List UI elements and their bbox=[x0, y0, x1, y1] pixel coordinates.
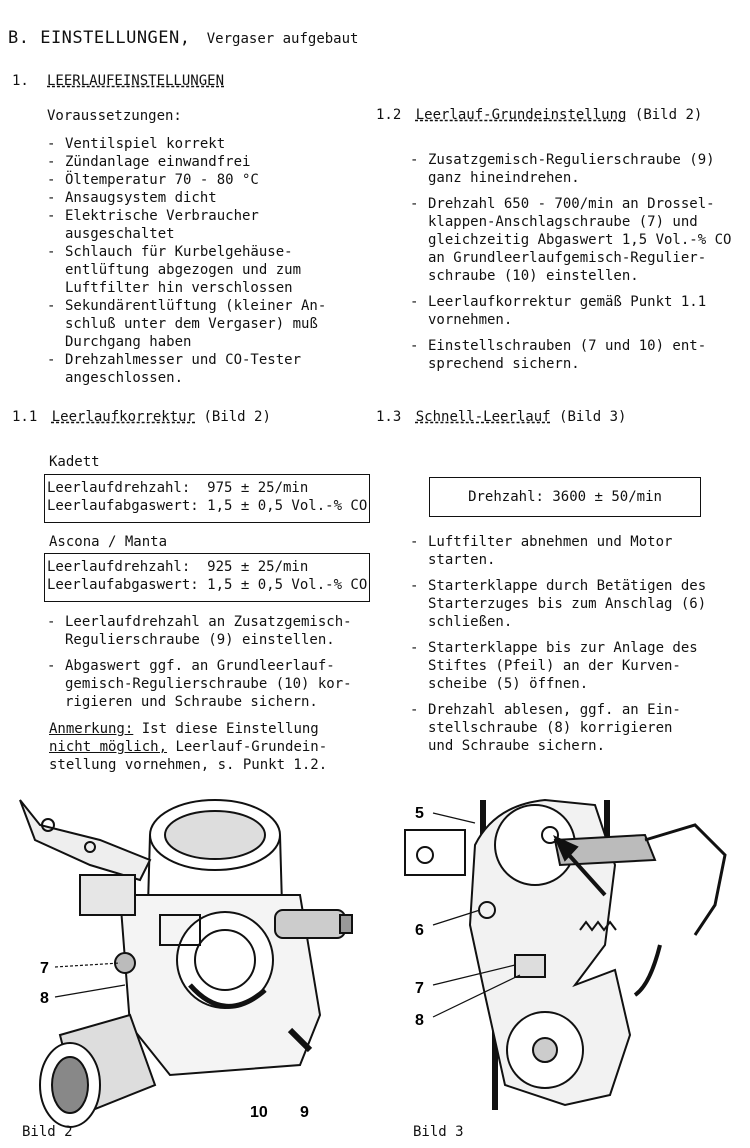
section-heading-main: B. EINSTELLUNGEN, bbox=[8, 28, 191, 48]
note-label: Anmerkung: bbox=[49, 721, 134, 737]
list-item: - Abgaswert ggf. an Grundleerlauf- gemisch-Regulierschraube (10) kor- rigieren und Schraube sichern. bbox=[47, 657, 352, 711]
section-heading bbox=[8, 28, 358, 48]
fig3-label-7: 7 bbox=[415, 980, 424, 997]
section-1-1-ref: (Bild 2) bbox=[203, 409, 271, 425]
section-1-1-number: 1.1 bbox=[12, 409, 38, 425]
section-1-1-steps bbox=[47, 613, 352, 719]
list-item: - Einstellschrauben (7 und 10) ent- sprechend sichern. bbox=[410, 337, 731, 373]
note-line3: stellung vornehmen, s. Punkt 1.2. bbox=[49, 757, 328, 773]
list-item: - Zündanlage einwandfrei bbox=[47, 153, 326, 171]
kadett-idle-speed: Leerlaufdrehzahl: 975 ± 25/min bbox=[47, 480, 309, 496]
note-line2-underlined: nicht möglich, bbox=[49, 739, 168, 755]
section-1-title: LEERLAUFEINSTELLUNGEN bbox=[47, 73, 225, 89]
kadett-exhaust-value: Leerlaufabgaswert: 1,5 ± 0,5 Vol.-% CO bbox=[47, 498, 368, 514]
figure-2-caption: Bild 2 bbox=[22, 1124, 73, 1140]
fig3-label-5: 5 bbox=[415, 805, 424, 822]
list-item: - Sekundärentlüftung (kleiner An- schluß unter dem Vergaser) muß Durchgang haben bbox=[47, 297, 326, 351]
section-1-1-title: Leerlaufkorrektur bbox=[51, 409, 196, 425]
section-1-2-title: Leerlauf-Grundeinstellung bbox=[415, 107, 627, 123]
list-item: - Leerlaufkorrektur gemäß Punkt 1.1 vornehmen. bbox=[410, 293, 731, 329]
fast-idle-speed-text: Drehzahl: 3600 ± 50/min bbox=[468, 489, 662, 505]
list-item: - Starterklappe bis zur Anlage des Stiftes (Pfeil) an der Kurven- scheibe (5) öffnen. bbox=[410, 639, 706, 693]
kadett-values-box bbox=[44, 474, 370, 523]
fig3-label-6: 6 bbox=[415, 922, 424, 939]
note-text: Ist diese Einstellung bbox=[133, 721, 319, 737]
section-1-1-heading bbox=[12, 409, 271, 425]
ascona-idle-speed: Leerlaufdrehzahl: 925 ± 25/min bbox=[47, 559, 309, 575]
kadett-label: Kadett bbox=[49, 454, 100, 470]
ascona-manta-label: Ascona / Manta bbox=[49, 534, 168, 550]
section-1-2-heading bbox=[376, 107, 702, 123]
fig3-label-8: 8 bbox=[415, 1012, 424, 1029]
list-item: - Drehzahlmesser und CO-Tester angeschlossen. bbox=[47, 351, 326, 387]
prerequisites-label: Voraussetzungen: bbox=[47, 108, 182, 124]
note-block bbox=[49, 720, 327, 774]
list-item: - Ansaugsystem dicht bbox=[47, 189, 326, 207]
list-item: - Leerlaufdrehzahl an Zusatzgemisch- Regulierschraube (9) einstellen. bbox=[47, 613, 352, 649]
list-item: - Elektrische Verbraucher ausgeschaltet bbox=[47, 207, 326, 243]
list-item: - Schlauch für Kurbelgehäuse- entlüftung abgezogen und zum Luftfilter hin verschlossen bbox=[47, 243, 326, 297]
list-item: - Drehzahl ablesen, ggf. an Ein- stellschraube (8) korrigieren und Schraube sichern. bbox=[410, 701, 706, 755]
list-item: - Drehzahl 650 - 700/min an Drossel- klappen-Anschlagschraube (7) und gleichzeitig Abgaswert 1,5 Vol.-% CO an Grundleerlaufgemisch-Regulier- schraube (10) einstellen. bbox=[410, 195, 731, 285]
prerequisites-list bbox=[47, 135, 326, 387]
list-item: - Zusatzgemisch-Regulierschraube (9) ganz hineindrehen. bbox=[410, 151, 731, 187]
section-1-2-steps bbox=[410, 151, 731, 381]
list-item: - Starterklappe durch Betätigen des Starterzuges bis zum Anschlag (6) schließen. bbox=[410, 577, 706, 631]
figure-3-caption: Bild 3 bbox=[413, 1124, 464, 1140]
choke-mechanism-illustration bbox=[395, 785, 750, 1125]
ascona-manta-values-box bbox=[44, 553, 370, 602]
section-1-3-steps bbox=[410, 533, 706, 763]
list-item: - Luftfilter abnehmen und Motor starten. bbox=[410, 533, 706, 569]
section-1-3-heading bbox=[376, 409, 626, 425]
list-item: - Ventilspiel korrekt bbox=[47, 135, 326, 153]
section-1-2-number: 1.2 bbox=[376, 107, 402, 123]
fig2-label-9: 9 bbox=[300, 1104, 309, 1121]
section-1-3-number: 1.3 bbox=[376, 409, 402, 425]
carburetor-illustration bbox=[0, 785, 375, 1145]
section-heading-subtitle: Vergaser aufgebaut bbox=[206, 31, 359, 47]
section-1-number: 1. bbox=[12, 73, 29, 89]
section-1-2-ref: (Bild 2) bbox=[634, 107, 703, 123]
list-item: - Öltemperatur 70 - 80 °C bbox=[47, 171, 326, 189]
section-1-3-ref: (Bild 3) bbox=[559, 409, 627, 425]
section-1-3-title: Schnell-Leerlauf bbox=[415, 409, 551, 425]
fig2-label-8: 8 bbox=[40, 990, 49, 1007]
ascona-exhaust-value: Leerlaufabgaswert: 1,5 ± 0,5 Vol.-% CO bbox=[47, 577, 368, 593]
fig2-label-7: 7 bbox=[40, 960, 49, 977]
fast-idle-speed-box bbox=[429, 477, 701, 517]
note-line2: Leerlauf-Grundein- bbox=[167, 739, 328, 755]
fig2-label-10: 10 bbox=[250, 1104, 268, 1121]
